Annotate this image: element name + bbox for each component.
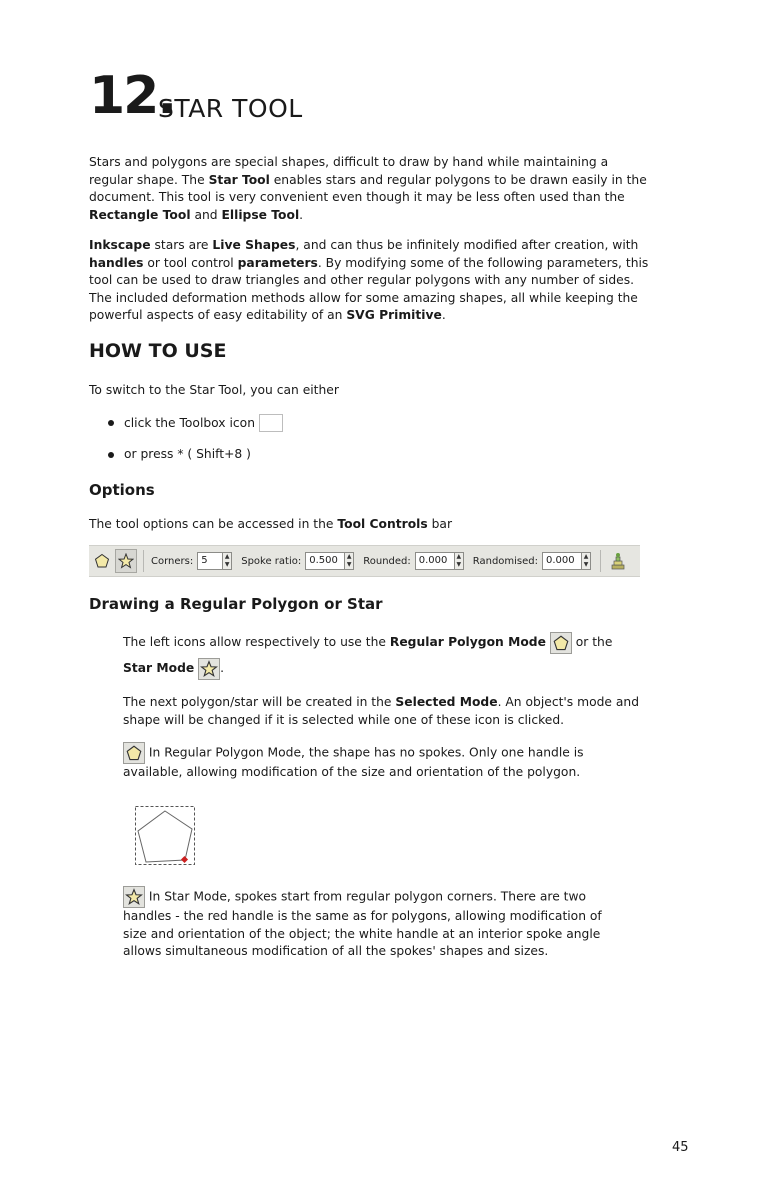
bullet-icon xyxy=(108,452,114,458)
pentagon-icon xyxy=(94,553,110,569)
rounded-spinbox[interactable] xyxy=(415,552,464,570)
rounded-stepper[interactable] xyxy=(455,552,464,570)
star-mode-button[interactable] xyxy=(115,549,137,573)
toolbar-separator xyxy=(600,550,601,572)
randomised-label: Randomised: xyxy=(472,555,539,567)
corners-spinbox[interactable] xyxy=(197,552,232,570)
star-icon xyxy=(118,553,134,569)
reset-icon xyxy=(610,552,626,570)
randomised-stepper[interactable] xyxy=(582,552,591,570)
regular-polygon-mode-icon xyxy=(550,632,572,654)
drawing-heading: Drawing a Regular Polygon or Star xyxy=(89,595,383,613)
drawing-paragraph-3: In Regular Polygon Mode, the shape has no spokes. Only one handle is available, allowing modification of the size and orientation of the polygon. xyxy=(123,742,623,782)
pentagon-shape xyxy=(138,811,192,862)
toolbar-separator xyxy=(143,550,144,572)
up-arrow-icon[interactable]: ▲ xyxy=(456,553,462,560)
star-tool-icon[interactable] xyxy=(259,414,283,432)
spoke-ratio-input[interactable]: 0.500 xyxy=(305,552,345,570)
list-item: or press * ( Shift+8 ) xyxy=(108,446,251,463)
up-arrow-icon[interactable]: ▲ xyxy=(224,553,230,560)
up-arrow-icon[interactable]: ▲ xyxy=(583,553,589,560)
bullet-icon xyxy=(108,420,114,426)
chapter-title: STAR TOOL xyxy=(158,94,303,123)
intro-paragraph-1: Stars and polygons are special shapes, difficult to draw by hand while maintaining a regular shape. The Star Tool enables stars and regular polygons to be drawn easily in the document. This tool is very convenient even though it may be less often used than the Rectangle Tool and Ellipse Tool. xyxy=(89,155,647,222)
options-text: The tool options can be accessed in the Tool Controls bar xyxy=(89,517,453,531)
down-arrow-icon[interactable]: ▼ xyxy=(583,561,589,568)
star-mode-icon xyxy=(198,658,220,680)
how-to-use-intro: To switch to the Star Tool, you can either xyxy=(89,383,339,397)
drawing-paragraph-4: In Star Mode, spokes start from regular polygon corners. There are two handles - the red handle is the same as for polygons, allowing modification of size and orientation of the object; the white handle at an interior spoke angle allows simultaneous modification of all the spokes' shapes and sizes. xyxy=(123,886,623,961)
corners-label: Corners: xyxy=(151,555,194,567)
corners-stepper[interactable] xyxy=(223,552,232,570)
star-mode-icon xyxy=(123,886,145,908)
list-item: click the Toolbox icon xyxy=(108,414,283,432)
up-arrow-icon[interactable]: ▲ xyxy=(346,553,352,560)
how-to-use-heading: HOW TO USE xyxy=(89,340,227,362)
rounded-label: Rounded: xyxy=(363,555,411,567)
spoke-ratio-label: Spoke ratio: xyxy=(241,555,302,567)
tool-controls-bar xyxy=(89,545,640,577)
corners-input[interactable]: 5 xyxy=(197,552,223,570)
randomised-spinbox[interactable] xyxy=(542,552,591,570)
drawing-paragraph-1: The left icons allow respectively to use the Regular Polygon Mode or the Star Mode . xyxy=(123,629,643,681)
red-handle[interactable] xyxy=(181,856,188,863)
page-number: 45 xyxy=(672,1140,689,1155)
rounded-input[interactable]: 0.000 xyxy=(415,552,455,570)
chapter-number: 12. xyxy=(89,66,176,126)
down-arrow-icon[interactable]: ▼ xyxy=(224,561,230,568)
options-heading: Options xyxy=(89,481,155,499)
down-arrow-icon[interactable]: ▼ xyxy=(456,561,462,568)
drawing-paragraph-2: The next polygon/star will be created in the Selected Mode. An object's mode and shape will be changed if it is selected while one of these icon is clicked. xyxy=(123,695,640,727)
spoke-ratio-stepper[interactable] xyxy=(345,552,354,570)
reset-defaults-button[interactable] xyxy=(607,549,629,573)
intro-paragraph-2: Inkscape stars are Live Shapes, and can thus be infinitely modified after creation, with handles or tool control parameters. By modifying some of the following parameters, this tool can be used to draw triangles and other regular polygons with any number of sides. The included deformation methods allow for some amazing shapes, all while keeping the powerful aspects of easy editability of an SVG Primitive. xyxy=(89,238,649,322)
regular-polygon-mode-icon xyxy=(123,742,145,764)
spoke-ratio-spinbox[interactable] xyxy=(305,552,354,570)
randomised-input[interactable]: 0.000 xyxy=(542,552,582,570)
pentagon-figure xyxy=(134,805,196,867)
down-arrow-icon[interactable]: ▼ xyxy=(346,561,352,568)
regular-polygon-mode-button[interactable] xyxy=(91,549,113,573)
